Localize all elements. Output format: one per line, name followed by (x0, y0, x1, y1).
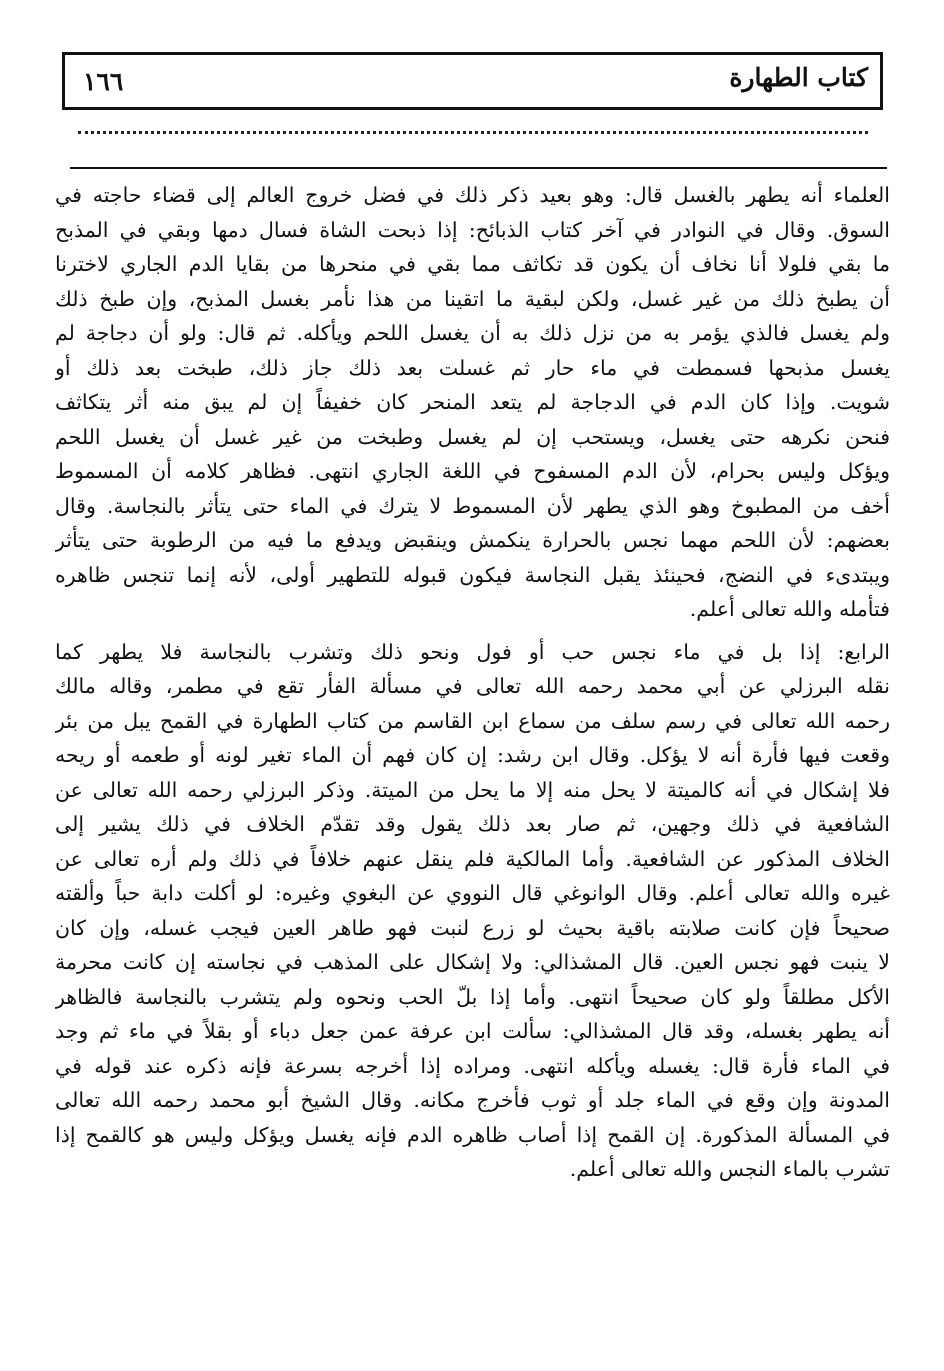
text-line: أن يطبخ ذلك من غير غسل، ولكن لبقية ما اتقينا من هذا نأمر بغسل المذبح، وإن طبخ ذلك (55, 286, 890, 311)
text-line: ما بقي فلولا أنا نخاف أن يكون قد تكاثف مما بقي في منحرها من بقايا الدم الجاري لاخترنا (55, 252, 890, 276)
page-number: ١٦٦ (83, 67, 124, 96)
text-line: ويؤكل وليس بحرام، لأن الدم المسفوح في اللغة الجاري انتهى. فظاهر كلامه أن المسموط (55, 459, 890, 483)
text-line: الشافعية في ذلك وجهين، ثم صار بعد ذلك يقول وقد تقدّم الخلاف في ذلك يشير إلى (55, 812, 890, 836)
text-line: فنحن نكرهه حتى يغسل، ويستحب إن لم يغسل وطبخت من غير غسل أن يغسل اللحم (55, 424, 890, 449)
text-line: ويبتدىء في النضج، فحينئذ يقبل النجاسة فيكون قبوله للتطهير أولى، لأنه إنما تنجس ظاهره (55, 562, 890, 587)
text-line: في الماء فأرة قال: يغسله ويأكله انتهى. ومراده إذا أخرجه بسرعة فإنه ذكره عند قوله في (55, 1053, 890, 1078)
text-line: بعضهم: لأن اللحم مهما نجس بالحرارة ينكمش وينقبض ويدفع ما فيه من الرطوبة حتى يتأثر (55, 528, 890, 552)
text-line: صحيحاً فإن كانت صلابته باقية بحيث لو زرع لنبت فهو طاهر العين فيجب غسله، وإن كان (55, 915, 890, 940)
paragraph (55, 178, 890, 627)
text-line: الرابع: إذا بل في ماء نجس حب أو فول ونحو ذلك وتشرب بالنجاسة فلا يطهر كما (55, 639, 890, 664)
text-line: الخلاف المذكور عن الشافعية. وأما المالكية فلم ينقل عنهم خلافاً في ذلك ولم أره تعالى عن (55, 846, 890, 871)
text-line: شويت. وإذا كان الدم في الدجاجة لم يتعد المنحر كان خفيفاً إن لم يبق منه أثر يتكاثف (55, 390, 890, 414)
text-line: غيره والله تعالى أعلم. وقال الوانوغي قال النووي عن البغوي وغيره: لو أكلت دابة حباً وألقته (55, 881, 890, 905)
text-line: في المسألة المذكورة. إن القمح إذا أصاب ظاهره الدم فإنه يغسل ويؤكل وليس هو كالقمح إذا (55, 1122, 890, 1147)
book-title: كتاب الطهارة (729, 63, 868, 92)
paragraph (55, 635, 890, 1187)
text-line: العلماء أنه يطهر بالغسل قال: وهو بعيد ذكر ذلك في فضل خروج العالم إلى قضاء حاجته في (55, 183, 890, 207)
running-header (62, 52, 883, 110)
text-line: فتأمله والله تعالى أعلم. (689, 597, 890, 621)
text-line: الأكل مطلقاً ولو كان صحيحاً انتهى. وأما إذا بلّ الحب ونحوه ولم يتشرب بالنجاسة فالظاهر (55, 984, 890, 1009)
text-line: السوق. وقال في النوادر في آخر كتاب الذبائح: إذا ذبحت الشاة فسال دمها وبقي في المذبح (55, 217, 890, 242)
text-line: فلا إشكال في أنه كالميتة لا يحل منه إلا ما يحل من الميتة. وذكر البرزلي رحمه الله تعالى عن (55, 777, 890, 802)
text-line: لا ينبت فهو نجس العين. قال المشذالي: ولا إشكال على المذهب في نجاسته إن كانت محرمة (55, 950, 890, 974)
text-line: يغسل مذبحها فسمطت في ماء حار ثم غسلت بعد ذلك جاز ذلك، طبخت بعد ذلك أو (55, 355, 890, 380)
text-line: أخف من المطبوخ وهو الذي يطهر لأن المسموط لا يترك في الماء حتى يتأثر بالنجاسة. وقال (55, 493, 890, 518)
text-line: أنه يطهر بغسله، وقد قال المشذالي: سألت ابن عرفة عمن جعل دباء أو بقلاً في ماء ثم وجد (55, 1019, 890, 1043)
text-line: المدونة وإن وقع في الماء جلد أو ثوب فأخرج مكانه. وقال الشيخ أبو محمد رحمه الله تعالى (55, 1088, 890, 1112)
text-line: رحمه الله تعالى في رسم سلف من سماع ابن القاسم من كتاب الطهارة في القمح يبل من بئر (55, 708, 890, 733)
dotted-divider (78, 131, 868, 134)
solid-divider (70, 167, 887, 169)
text-line: وقعت فيها فأرة أنه لا يؤكل. وقال ابن رشد: إن كان فهم أن الماء تغير لونه أو طعمه أو ريحه (55, 743, 890, 767)
text-line: تشرب بالماء النجس والله تعالى أعلم. (569, 1157, 890, 1181)
paragraph-gap (55, 627, 890, 635)
body-text (55, 178, 890, 1318)
text-line: ولم يغسل فالذي يؤمر به من نزل ذلك به أن يغسل اللحم ويأكله. ثم قال: ولو أن دجاجة لم (55, 321, 890, 345)
text-line: نقله البرزلي عن أبي محمد رحمه الله تعالى في مسألة الفأر تقع في مطمر، وقاله مالك (55, 674, 890, 698)
